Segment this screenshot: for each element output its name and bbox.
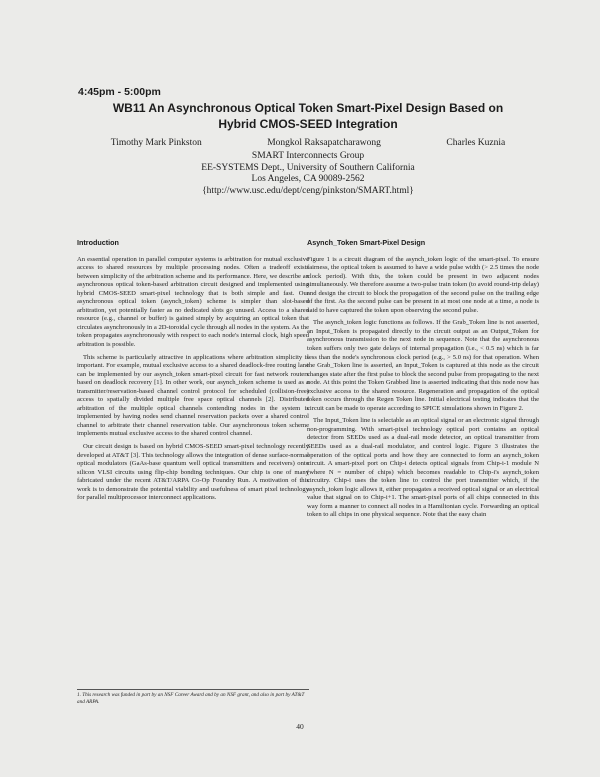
author-name: Mongkol Raksapatcharawong — [267, 138, 381, 148]
body-paragraph: This scheme is particularly attractive in applications where arbitration simplicity is important. For example, mutual exclusive access to a shared deadlock-free routing lane can be implemented by our asynch_token smart-pixel circuit for fast network routers based on deadlock recovery [1]. In other work, our asynch_token scheme is used as a transmitter/reservation-based channel control protocol for scheduled (collision-free) access to spatially divided multiple free space optical channels [2]. Distributed arbitration of the multiple optical channels contending nodes in the system is implemented by having nodes send channel reservation packets over a shared control channel to arbitrate their channel reservation table. Our asynchronous token scheme implements mutual exclusive access to the shared control channel. — [77, 353, 309, 438]
affiliation-city: Los Angeles, CA 90089-2562 — [251, 174, 365, 184]
body-paragraph: Figure 1 is a circuit diagram of the asynch_token logic of the smart-pixel. To ensure fairness, the optical token is assumed to have a wide pulse width (> 2.5 times the node clock period). With this, the token could be present in two adjacent nodes simultaneously. We therefore assume a two-pulse train token (to avoid round-trip delay) and design the circuit to block the propagation of the second pulse on the trailing edge of the first. As the second pulse can be present in at most one node at a time, a node is said to have captured the token upon observing the second pulse. — [307, 255, 539, 314]
author-list — [78, 138, 538, 148]
section-heading-introduction: Introduction — [77, 238, 119, 247]
section-heading-design: Asynch_Token Smart-Pixel Design — [307, 238, 426, 247]
footnote: 1. This research was funded in part by an NSF Career Award and by an NSF grant, and also in part by AT&T and ARPA. — [77, 689, 309, 705]
author-name: Charles Kuznia — [446, 138, 506, 148]
title-line-1: WB11 An Asynchronous Optical Token Smart-Pixel Design Based on — [112, 101, 504, 115]
left-column — [77, 239, 309, 507]
right-column — [307, 239, 539, 524]
affiliation-block — [78, 151, 538, 197]
affiliation-dept: EE-SYSTEMS Dept., University of Southern California — [201, 162, 415, 173]
affiliation-group: SMART Interconnects Group — [251, 151, 365, 161]
body-paragraph: The Input_Token line is selectable as an optical signal or an electronic signal through non-programming. With smart-pixel technology optical port contains an optical detector from SEEDs used as a dual-rail mode detector, an optical transmitter from SEEDs used as a dual-rail modulator, and control logic. Figure 3 illustrates the operation of the optical ports and how they are connected to form an asynch_token circuit. A smart-pixel port on Chip-i detects optical signals from Chip-i-1 module N (where N = number of chips) which becomes readable to Chip-i's asynch_token circuitry. Chip-i uses the token line to control the port transmitter which, if the asynch_token logic allows it, either propagates a received optical signal or an electrical value that signal on to Chip-i+1. The smart-pixel ports of all chips connected in this way form a manner to connect all nodes in a Hamiltonian cycle. Forwarding an optical token to all chips in one physical sequence. Note that the easy chain — [307, 417, 539, 519]
author-name: Timothy Mark Pinkston — [110, 138, 202, 148]
body-paragraph: The asynch_token logic functions as follows. If the Grab_Token line is not asserted, an Input_Token is propagated directly to the circuit output as an Output_Token for asynchronous transmission to the next node in sequence. Note that the asynchronous token suffers only two gate delays of internal propagation (i.e., < 0.5 ns) which is far less than the node's synchronous clock period (e.g., > 5.0 ns) for that operation. When the Grab_Token line is asserted, an Input_Token is captured at this node as the circuit changes state after the first pulse to block the second pulse from propagating to the next node. At this point the Token Grabbed line is asserted indicating that this node now has exclusive access to the shared resource. Regeneration and propagation of the optical token occurs through the Regen Token line. Initial electrical testing indicates that the circuit can be made to operate according to SPICE simulations shown in Figure 2. — [307, 319, 539, 412]
session-time: 4:45pm - 5:00pm — [78, 86, 161, 98]
paper-title — [78, 100, 538, 132]
affiliation-url: {http://www.usc.edu/dept/ceng/pinkston/SMART.html} — [202, 185, 414, 196]
body-paragraph: An essential operation in parallel computer systems is arbitration for mutual exclusive access to shared resources by multiple processing nodes. Often a tradeoff exists between simplicity of the arbitration scheme and its performance. Here, we describe an asynchronous optical token-based arbitration circuit designed and implemented using hybrid CMOS-SEED smart-pixel technology that is both simple and fast. Our asynchronous optical token (asynch_token) scheme is simpler than slot-based arbitration, yet potentially faster as no dedicated slots go unused. Access to a shared resource (e.g., channel or buffer) is gained simply by acquiring an optical token that circulates asynchronously in a 2D-toroidal cycle through all nodes in the system. As the token propagates asynchronously with respect to each node's internal clock, high speed arbitration is possible. — [77, 255, 309, 349]
page-number: 40 — [296, 722, 304, 731]
title-line-2: Hybrid CMOS-SEED Integration — [218, 117, 398, 131]
body-paragraph: Our circuit design is based on hybrid CMOS-SEED smart-pixel technology recently developed at AT&T [3]. This technology allows the integration of dense surface-normal optical modulators (GaAs-base quantum well optical transmitters and receivers) onto silicon VLSI circuits using flip-chip bonding techniques. Our chip is one of many fabricated under the recent AT&T/ARPA Co-Op Foundry Run. A motivation of this work is to demonstrate the potential viability and usefulness of smart pixel technology for parallel multiprocessor interconnect applications. — [77, 443, 309, 502]
